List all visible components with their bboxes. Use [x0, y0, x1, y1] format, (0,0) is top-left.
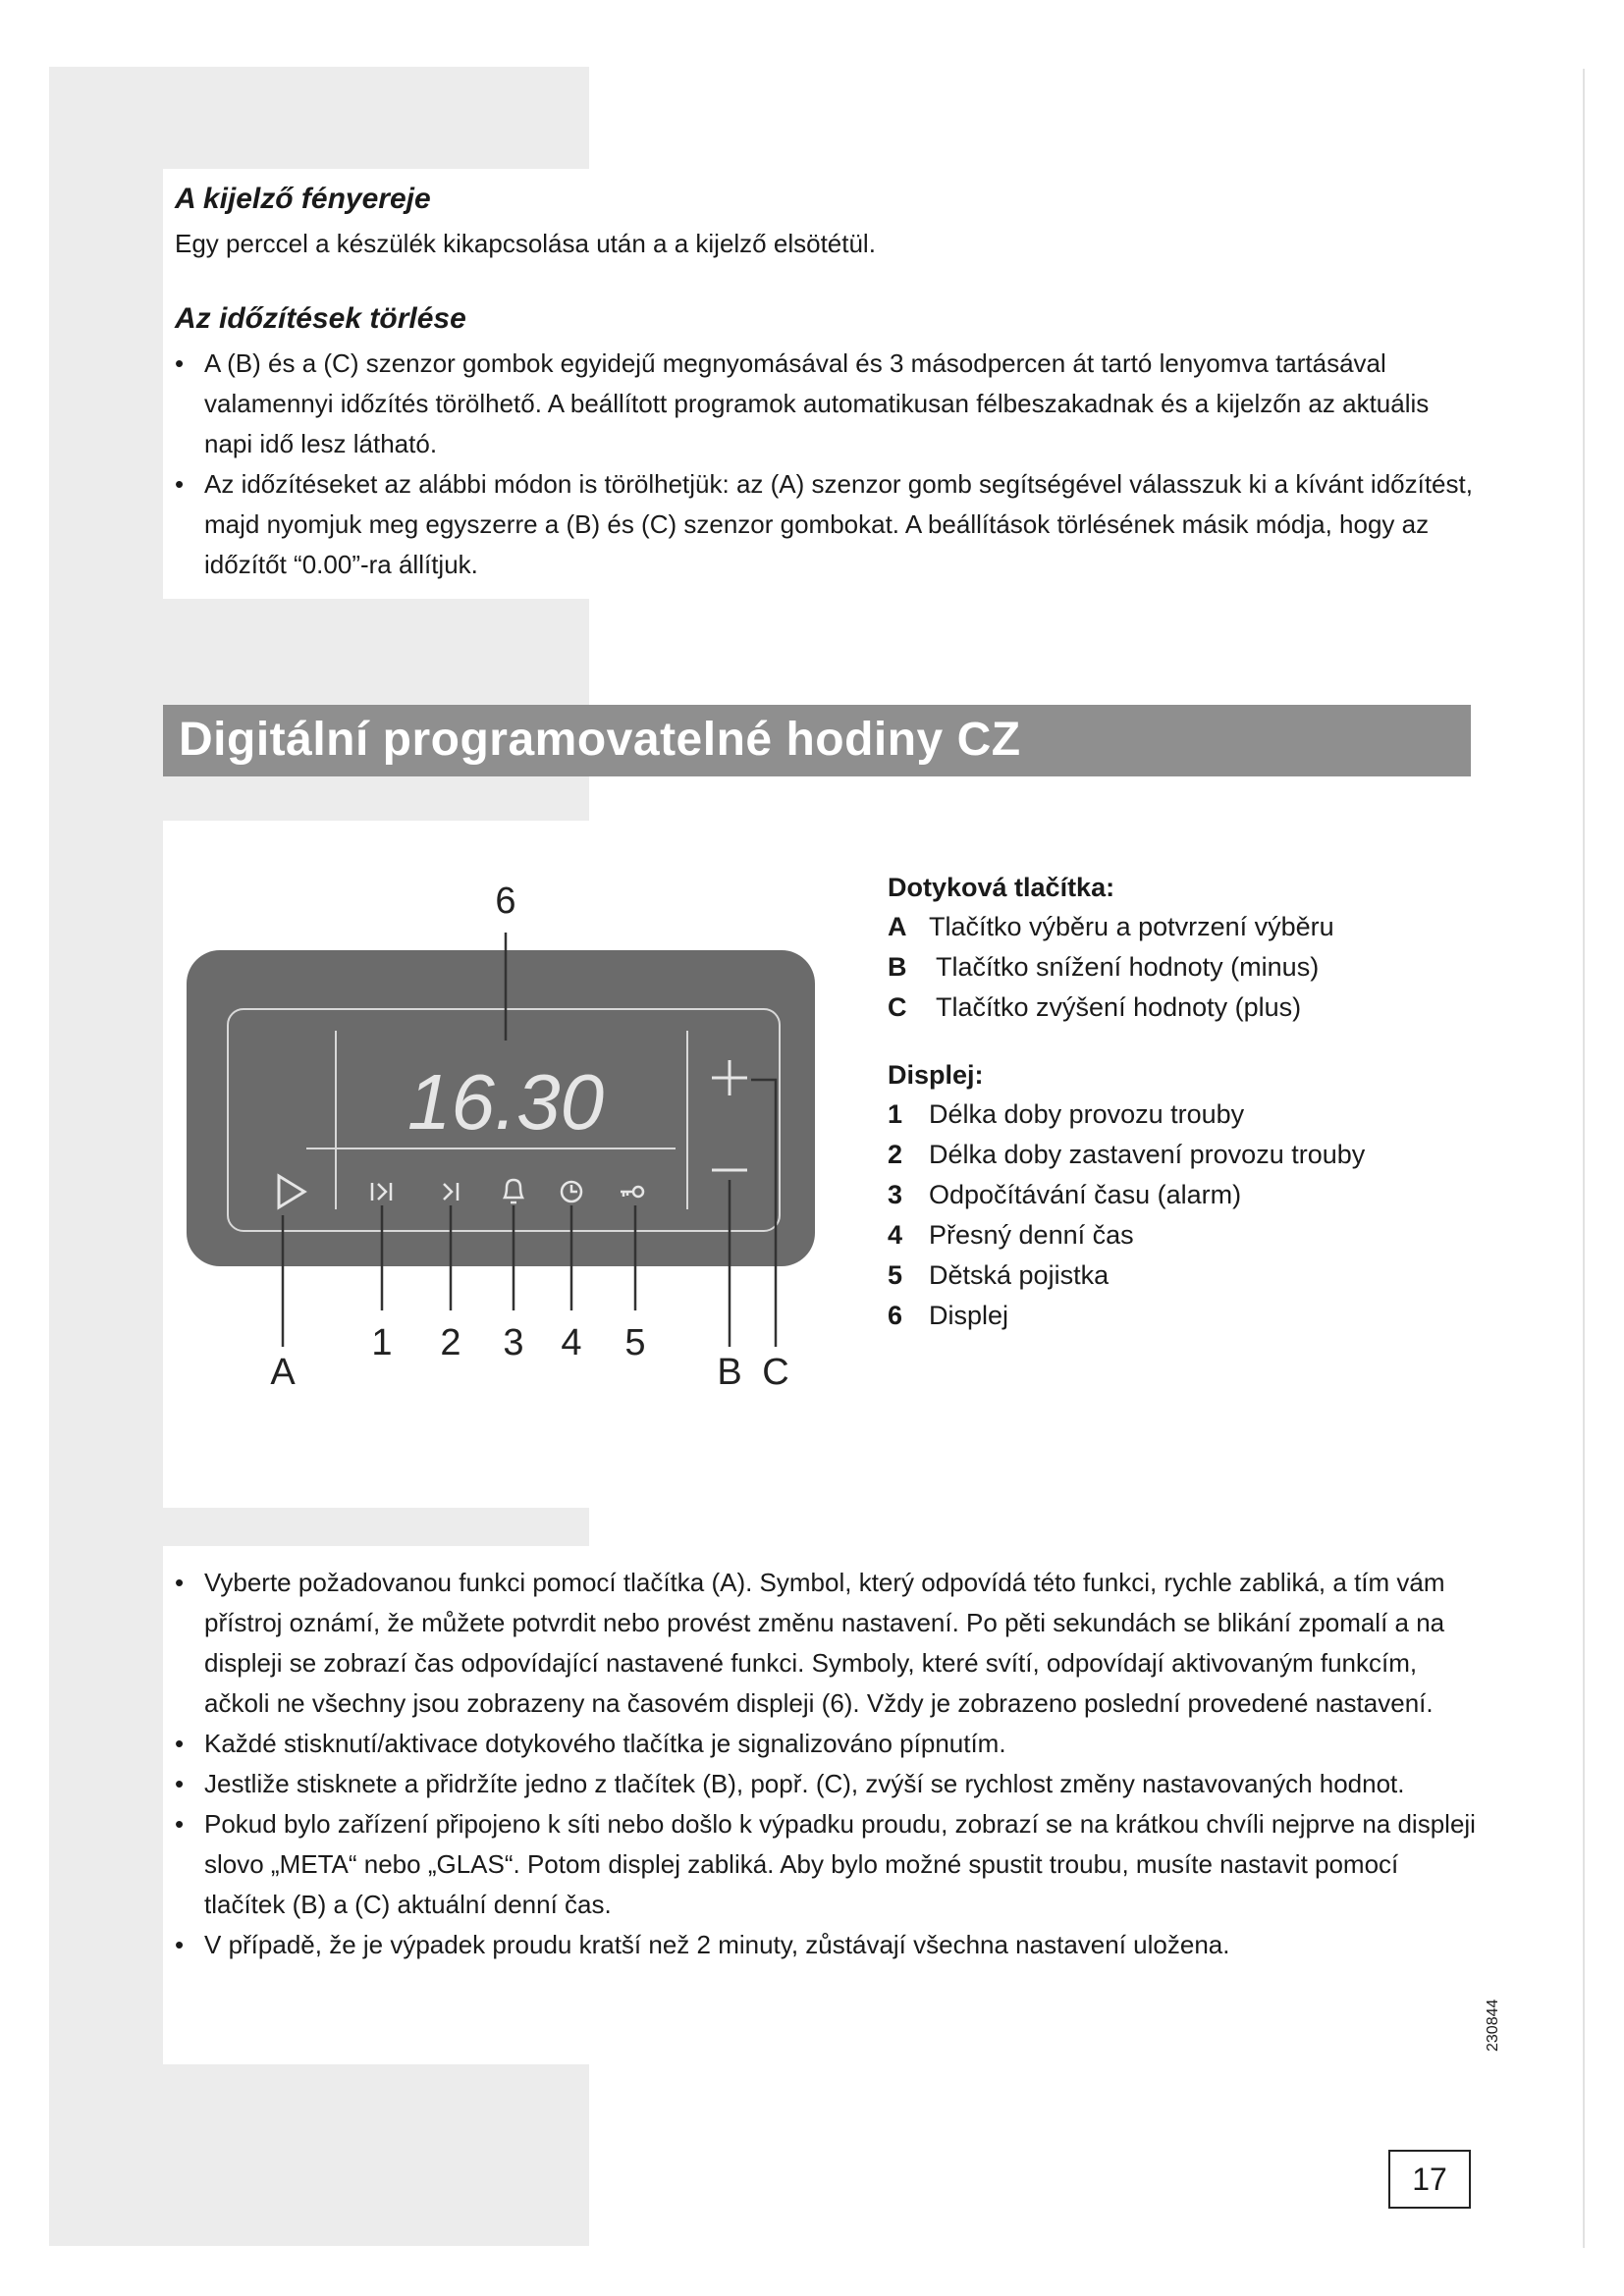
legend-key: 4 — [888, 1220, 903, 1250]
callout-c: C — [762, 1352, 789, 1393]
legend-text: Přesný denní čas — [929, 1220, 1134, 1250]
legend-text: Tlačítko zvýšení hodnoty (plus) — [929, 992, 1302, 1022]
legend-key: 1 — [888, 1099, 903, 1129]
right-rule — [1583, 69, 1585, 2248]
document-code: 230844 — [1485, 1999, 1501, 2052]
buttons-legend-title: Dotyková tlačítka: — [888, 873, 1115, 902]
brightness-body: Egy perccel a készülék kikapcsolása után a a kijelző elsötétül. — [175, 229, 876, 258]
legend-text: Odpočítávání času (alarm) — [929, 1180, 1242, 1209]
cz-instructions-list — [175, 1563, 1481, 1965]
legend-key: B — [888, 952, 907, 982]
legend-row — [888, 1255, 1467, 1296]
section-brightness — [175, 183, 1481, 264]
legend-text: Tlačítko snížení hodnoty (minus) — [929, 952, 1320, 982]
section-cz-instructions — [175, 1563, 1481, 1965]
legend-text: Displej — [929, 1301, 1009, 1330]
callout-1: 1 — [371, 1322, 393, 1363]
section-clear-timers — [175, 302, 1481, 585]
legend-row — [888, 1215, 1467, 1255]
legend-row — [888, 947, 1467, 988]
legend-row — [888, 907, 1467, 947]
banner-title: Digitální programovatelné hodiny CZ — [179, 714, 1021, 766]
list-item: • Az időzítéseket az alábbi módon is törölhetjük: az (A) szenzor gomb segítségével válasszuk ki a kívánt időzítést, majd nyomjuk meg egyszerre a (B) és (C) szenzor gombokat. A beállítások törlésének másik módja, hogy az időzítőt “0.00”-ra állítjuk. — [175, 464, 1481, 585]
legend-row — [888, 1296, 1467, 1336]
control-panel-svg — [177, 864, 825, 1423]
list-item: • Pokud bylo zařízení připojeno k síti nebo došlo k výpadku proudu, zobrazí se na krátkou chvíli nejprve na displeji slovo „META“ nebo „GLAS“. Potom displej zabliká. Aby bylo možné spustit troubu, musíte nastavit pomocí tlačítek (B) a (C) aktuální denní čas. — [175, 1804, 1481, 1925]
legend-text: Tlačítko výběru a potvrzení výběru — [929, 912, 1334, 941]
list-item: • Vyberte požadovanou funkci pomocí tlačítka (A). Symbol, který odpovídá této funkci, rychle zabliká, a tím vám přístroj oznámí, že můžete potvrdit nebo provést změnu nastavení. Po pěti sekundách se blikání zpomalí a na displeji se zobrazí čas odpovídající nastavené funkci. Symboly, které svítí, odpovídají aktivovaným funkcím, ačkoli ne všechny jsou zobrazeny na časovém displeji (6). Vždy je zobrazeno poslední provedené nastavení. — [175, 1563, 1481, 1724]
list-item: • V případě, že je výpadek proudu kratší než 2 minuty, zůstávají všechna nastavení uložena. — [175, 1925, 1481, 1965]
control-panel-diagram — [177, 864, 825, 1423]
clear-timers-heading: Az időzítések törlése — [175, 302, 466, 335]
legend-row — [888, 1135, 1467, 1175]
page-number: 17 — [1388, 2150, 1471, 2209]
callout-3: 3 — [503, 1322, 524, 1363]
legend-key: C — [888, 992, 907, 1022]
brightness-heading: A kijelző fényereje — [175, 183, 431, 215]
display-legend-title: Displej: — [888, 1060, 984, 1090]
list-item: • Jestliže stisknete a přidržíte jedno z tlačítek (B), popř. (C), zvýší se rychlost změny nastavovaných hodnot. — [175, 1764, 1481, 1804]
legend-row — [888, 988, 1467, 1028]
legend-row — [888, 1175, 1467, 1215]
legend-text: Délka doby zastavení provozu trouby — [929, 1140, 1366, 1169]
display-time: 16.30 — [406, 1058, 605, 1146]
list-item: • Každé stisknutí/aktivace dotykového tlačítka je signalizováno pípnutím. — [175, 1724, 1481, 1764]
legend-key: 2 — [888, 1140, 903, 1169]
legend-text: Dětská pojistka — [929, 1260, 1110, 1290]
callout-5: 5 — [624, 1322, 646, 1363]
callout-2: 2 — [440, 1322, 461, 1363]
clear-timers-list — [175, 344, 1481, 585]
callout-4: 4 — [561, 1322, 582, 1363]
legend-key: 5 — [888, 1260, 903, 1290]
legend-row — [888, 1095, 1467, 1135]
callout-a: A — [270, 1352, 296, 1393]
section-banner — [163, 705, 1471, 776]
legend — [888, 868, 1467, 1336]
legend-key: 3 — [888, 1180, 903, 1209]
legend-key: A — [888, 912, 907, 941]
legend-key: 6 — [888, 1301, 903, 1330]
callout-b: B — [717, 1352, 742, 1393]
list-item: • A (B) és a (C) szenzor gombok egyidejű megnyomásával és 3 másodpercen át tartó lenyomva tartásával valamennyi időzítés törölhető. A beállított programok automatikusan félbeszakadnak és a kijelzőn az aktuális napi idő lesz látható. — [175, 344, 1481, 464]
legend-text: Délka doby provozu trouby — [929, 1099, 1245, 1129]
callout-6: 6 — [495, 881, 516, 922]
